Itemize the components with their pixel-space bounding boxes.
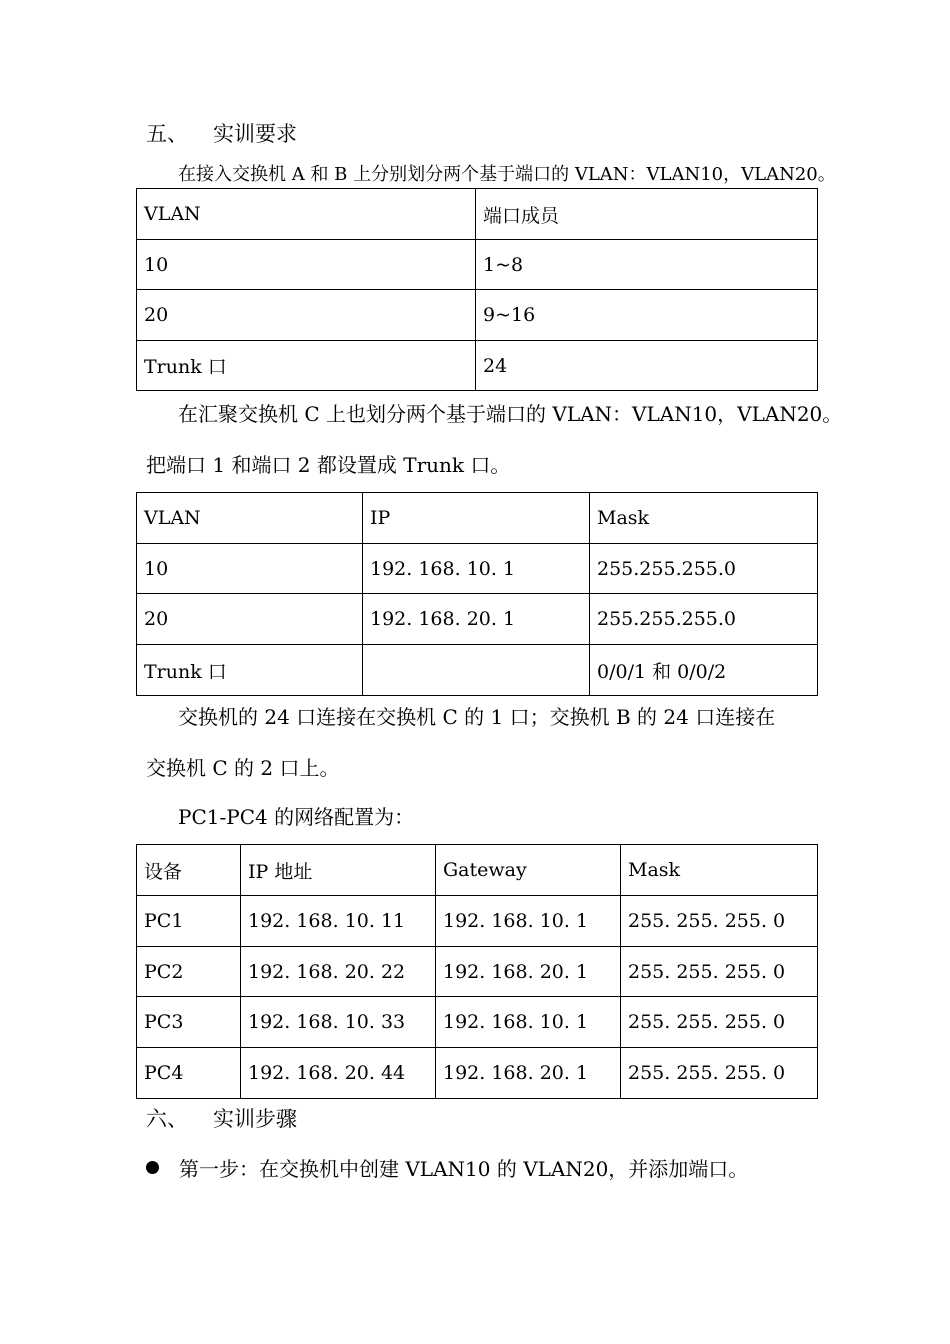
table-row (137, 645, 818, 696)
table-header-cell: 端口成员 (476, 189, 818, 240)
section-5-heading (146, 124, 297, 145)
table-header-row (137, 845, 818, 896)
table-row (137, 997, 818, 1048)
table-cell: 20 (137, 290, 476, 341)
table-cell: Trunk 口 (137, 645, 363, 696)
table-row (137, 544, 818, 594)
table-cell: 10 (137, 240, 476, 290)
paragraph-connection-2: 交换机 C 的 2 口上。 (146, 756, 340, 780)
paragraph-switch-c: 在汇聚交换机 C 上也划分两个基于端口的 VLAN：VLAN10，VLAN20。 (178, 402, 843, 426)
table-cell: PC3 (137, 997, 241, 1048)
section-6-number: 六、 (146, 1107, 188, 1131)
table-cell: 255. 255. 255. 0 (621, 997, 818, 1048)
vlan-ip-table (136, 492, 818, 696)
table-row (137, 1048, 818, 1099)
table-header-cell: VLAN (137, 189, 476, 240)
section-6-title: 实训步骤 (213, 1107, 297, 1131)
table-row (137, 290, 818, 341)
table-cell: PC2 (137, 947, 241, 997)
table-row (137, 341, 818, 391)
table-cell: 255. 255. 255. 0 (621, 896, 818, 947)
table-cell: 192. 168. 20. 44 (241, 1048, 436, 1099)
table-cell: 20 (137, 594, 363, 645)
table-cell: 0/0/1 和 0/0/2 (590, 645, 818, 696)
table-cell: PC1 (137, 896, 241, 947)
vlan-port-table (136, 188, 818, 391)
table-cell (363, 645, 590, 696)
table-header-cell: Mask (590, 493, 818, 544)
table-header-cell: 设备 (137, 845, 241, 896)
table-row (137, 240, 818, 290)
step-1-text: 第一步：在交换机中创建 VLAN10 的 VLAN20，并添加端口。 (179, 1157, 749, 1181)
table-cell: 255. 255. 255. 0 (621, 1048, 818, 1099)
pc-network-table (136, 844, 818, 1099)
table-cell: 192. 168. 20. 22 (241, 947, 436, 997)
table-cell: 9~16 (476, 290, 818, 341)
table-cell: 192. 168. 10. 33 (241, 997, 436, 1048)
table-cell: 255. 255. 255. 0 (621, 947, 818, 997)
table-cell: 192. 168. 10. 11 (241, 896, 436, 947)
section-6-heading (146, 1109, 297, 1130)
table-cell: 192. 168. 20. 1 (436, 1048, 621, 1099)
table-cell: 10 (137, 544, 363, 594)
table-cell: 24 (476, 341, 818, 391)
table-header-row (137, 189, 818, 240)
table-header-cell: VLAN (137, 493, 363, 544)
table-row (137, 896, 818, 947)
table-row (137, 947, 818, 997)
table-cell: 192. 168. 10. 1 (363, 544, 590, 594)
section-5-number: 五、 (146, 122, 188, 146)
table-cell: 192. 168. 20. 1 (363, 594, 590, 645)
table-cell: 255.255.255.0 (590, 594, 818, 645)
table-cell: 192. 168. 10. 1 (436, 896, 621, 947)
step-1-item (146, 1159, 748, 1179)
bullet-icon (146, 1161, 159, 1174)
intro-paragraph: 在接入交换机 A 和 B 上分别划分两个基于端口的 VLAN：VLAN10，VLAN20。 (178, 164, 836, 185)
table-header-cell: IP 地址 (241, 845, 436, 896)
paragraph-pc-config: PC1-PC4 的网络配置为： (178, 805, 415, 829)
table-header-cell: Gateway (436, 845, 621, 896)
table-header-cell: IP (363, 493, 590, 544)
table-cell: PC4 (137, 1048, 241, 1099)
table-header-cell: Mask (621, 845, 818, 896)
table-cell: 192. 168. 20. 1 (436, 947, 621, 997)
table-cell: Trunk 口 (137, 341, 476, 391)
table-cell: 255.255.255.0 (590, 544, 818, 594)
paragraph-connection-1: 交换机的 24 口连接在交换机 C 的 1 口；交换机 B 的 24 口连接在 (178, 705, 776, 729)
table-header-row (137, 493, 818, 544)
paragraph-trunk-ports: 把端口 1 和端口 2 都设置成 Trunk 口。 (146, 453, 511, 477)
table-cell: 1~8 (476, 240, 818, 290)
table-cell: 192. 168. 10. 1 (436, 997, 621, 1048)
table-row (137, 594, 818, 645)
section-5-title: 实训要求 (213, 122, 297, 146)
